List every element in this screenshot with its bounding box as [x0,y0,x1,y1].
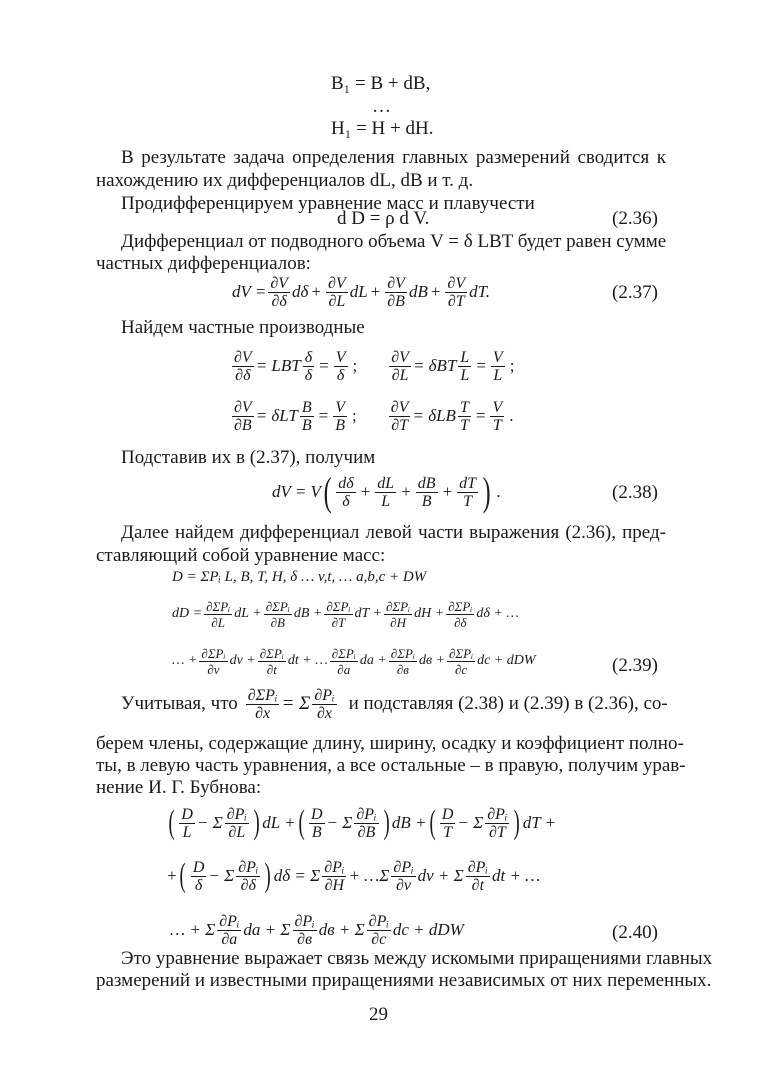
eq237-fraction-1: $\frac{\partial V}{\partial\delta}$ [270,274,288,310]
equation-236: d D = ρ d V. [337,208,430,229]
paragraph-7-line-1: Учитывая, что $\frac{\text{∂ΣPᵢ}}{\partial x}$ = Σ $\frac{\text{∂Pᵢ}}{\partial x}$ и подставляя (2.38) и (2.39) в (2.36), со- [121,686,668,722]
equation-b1: B₁ = B + dB, [331,73,431,94]
paragraph-7-line-2: берем члены, содержащие длину, ширину, осадку и коэффициент полно- [96,733,684,754]
eq237-lhs: dV = [232,282,267,301]
partials-row-2: $\frac{\partial V}{\partial B}$ = δLT $\frac{B}{B}$ = $\frac{V}{B}$ ; $\frac{\partial V}{\partial T}$ = δLB $\frac{T}{T}$ = $\frac{V}{T}$ . [234,398,514,434]
equation-239-line-2: dD = $\frac{\text{∂ΣPᵢ}}{\partial L}$ dL + $\frac{\text{∂ΣPᵢ}}{\partial B}$ dB + $\frac{\text{∂ΣPᵢ}}{\partial T}$ dT + $\frac{\text{∂ΣPᵢ}}{\partial H}$ dH + $\frac{\text{∂ΣPᵢ}}{\partial\delta}$ dδ + … [172,598,519,630]
paragraph-7-line-3: ты, в левую часть уравнения, а все остальные – в правую, получим урав- [96,755,686,776]
paragraph-6-line-1: Далее найдем дифференциал левой части выражения (2.36), пред- [121,522,666,543]
eq237-var-4: dT. [469,282,491,301]
eq237-fraction-4: $\frac{\partial V}{\partial T}$ [447,274,466,310]
eq237-fraction-2: $\frac{\partial V}{\partial L}$ [328,274,346,310]
paragraph-3-line-2: частных дифференциалов: [96,253,311,274]
paragraph-1-line-2: нахождению их дифференциалов dL, dB и т. д. [96,170,474,191]
equation-ellipsis: … [372,96,391,117]
paragraph-7-line-4: нение И. Г. Бубнова: [96,777,262,798]
partials-row-1: $\frac{\partial V}{\partial\delta}$ = LBT $\frac{\delta}{\delta}$ = $\frac{V}{\delta}$ ; $\frac{\partial V}{\partial L}$ = δBT $\frac{L}{L}$ = $\frac{V}{L}$ ; [234,348,515,384]
para7-tail: и подставляя (2.38) и (2.39) в (2.36), со- [348,693,668,714]
equation-number-237: (2.37) [612,282,658,303]
equation-number-236: (2.36) [612,208,658,229]
partial-mid-1a: = LBT [255,356,301,375]
equation-238: dV = V ( $\frac{d\delta}{\delta}$ + $\frac{dL}{L}$ + $\frac{dB}{B}$ + $\frac{dT}{T}$ ) . [272,469,501,514]
para7-lead: Учитывая, что [121,693,238,714]
paragraph-6-line-2: ставляющий собой уравнение масс: [96,545,386,566]
eq237-fraction-3: $\frac{\partial V}{\partial B}$ [387,274,405,310]
equation-number-238: (2.38) [612,482,658,503]
equation-240-line-2: + ( $\frac{D}{\delta}$ − Σ $\frac{\text{∂Pᵢ}}{\partial\delta}$ ) dδ = Σ $\frac{\text{∂Pᵢ}}{\partial H}$ + …Σ $\frac{\text{∂Pᵢ}}{\partial v}$ dv + Σ $\frac{\text{∂Pᵢ}}{\partial t}$ dt + … [166,857,541,894]
equation-237: dV = $\frac{\partial V}{\partial\delta}$ dδ + $\frac{\partial V}{\partial L}$ dL + $\frac{\partial V}{\partial B}$ dB + $\frac{\partial V}{\partial T}$ dT. [232,274,491,310]
paragraph-4-line-1: Найдем частные производные [121,317,365,338]
equation-239-line-3: … + $\frac{\text{∂ΣPᵢ}}{\partial v}$ dv + $\frac{\text{∂ΣPᵢ}}{\partial t}$ dt + … $\frac{\text{∂ΣPᵢ}}{\partial a}$ da + $\frac{\text{∂ΣPᵢ}}{\partial в}$ dв + $\frac{\text{∂ΣPᵢ}}{\partial c}$ dc + dDW [172,645,536,677]
equation-h1: H₁ = H + dH. [331,118,434,139]
eq237-var-1: dδ [292,282,309,301]
equation-number-239: (2.39) [612,655,658,676]
paragraph-8-line-2: размерений и известными приращениями независимых от них переменных. [96,970,712,991]
partial-mid-2b: = δLB [412,406,456,425]
eq237-var-3: dB [408,282,428,301]
equation-number-240: (2.40) [612,922,658,943]
partial-mid-2a: = δLT [255,406,298,425]
paragraph-8-line-1: Это уравнение выражает связь между искомыми приращениями главных [121,948,713,969]
partial-mid-1b: = δBT [412,356,457,375]
paragraph-2-line-1: Продифференцируем уравнение масс и плавучести [121,193,535,214]
equation-240-line-3: … + Σ $\frac{\text{∂Pᵢ}}{\partial a}$ da + Σ $\frac{\text{∂Pᵢ}}{\partial в}$ dв + Σ $\frac{\text{∂Pᵢ}}{\partial c}$ dc + dDW [170,912,464,948]
eq237-var-2: dL [349,282,368,301]
eq238-lhs: dV = V [272,482,321,501]
page-number: 29 [369,1004,388,1025]
equation-240-line-1: ( $\frac{D}{L}$ − Σ $\frac{\text{∂Pᵢ}}{\partial L}$ ) dL + ( $\frac{D}{B}$ − Σ $\frac{\text{∂Pᵢ}}{\partial B}$ ) dB + ( $\frac{D}{T}$ − Σ $\frac{\text{∂Pᵢ}}{\partial T}$ ) dT + [168,804,557,841]
equation-239-line-1: D = ΣPᵢ L, B, T, H, δ … v,t, … a,b,c + DW [172,568,427,585]
paragraph-3-line-1: Дифференциал от подводного объема V = δ LBT будет равен сумме [121,231,667,252]
paragraph-1-line-1: В результате задача определения главных размерений сводится к [121,147,666,168]
eq239-dD: dD = [172,606,203,621]
paragraph-5-line-1: Подставив их в (2.37), получим [121,447,376,468]
